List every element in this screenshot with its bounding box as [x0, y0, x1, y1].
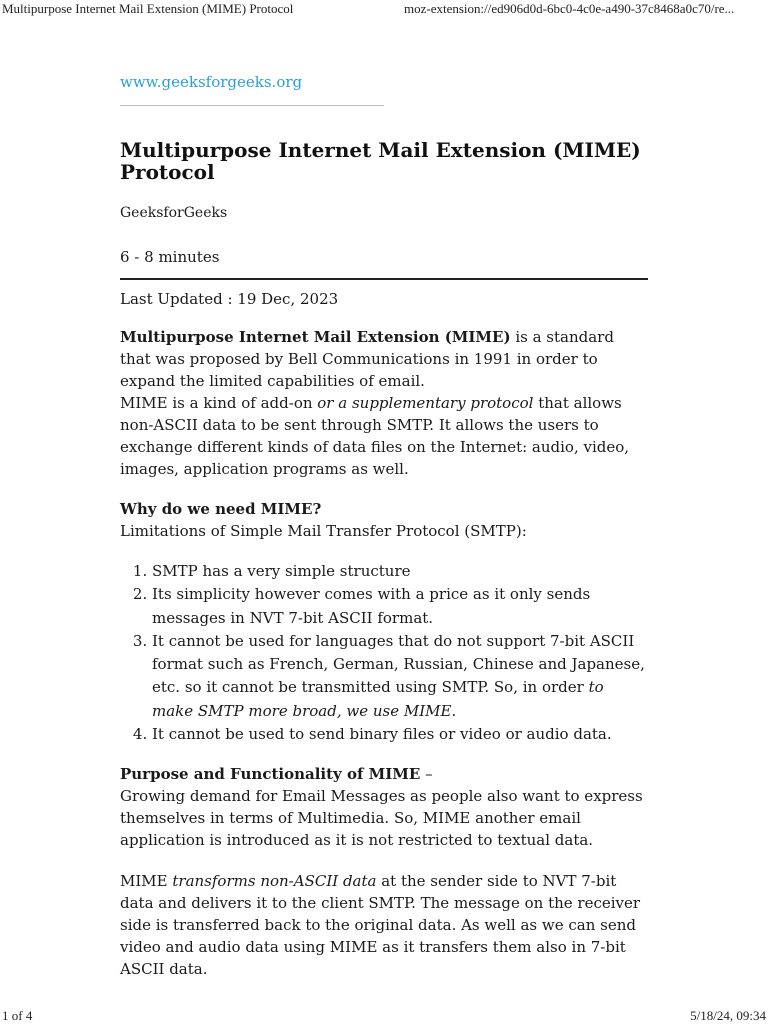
intro2-text-a: MIME is a kind of add-on	[120, 394, 318, 412]
article	[120, 70, 648, 980]
print-header-url: moz-extension://ed906d0d-6bc0-4c0e-a490-37c8468a0c70/re...	[404, 1, 735, 16]
meta-divider	[120, 278, 648, 280]
print-header	[0, 0, 768, 18]
intro-bold: Multipurpose Internet Mail Extension (MIME)	[120, 328, 511, 346]
print-header-title: Multipurpose Internet Mail Extension (MIME) Protocol	[2, 1, 294, 16]
article-body	[120, 326, 648, 980]
why-text: Limitations of Simple Mail Transfer Protocol (SMTP):	[120, 522, 527, 540]
site-divider	[120, 105, 384, 106]
transform-text-a: MIME	[120, 872, 173, 891]
purpose-heading-dash: –	[420, 765, 433, 784]
read-time: 6 - 8 minutes	[120, 248, 220, 266]
purpose-paragraph: Growing demand for Email Messages as people also want to express themselves in terms of Multimedia. So, MIME another email application is introduced as it is not restricted to textual data.	[120, 787, 643, 850]
article-title: Multipurpose Internet Mail Extension (MIME) Protocol	[120, 138, 641, 184]
list-item: 4. It cannot be used to send binary files or video or audio data.	[152, 723, 648, 746]
list-item: 2. Its simplicity however comes with a price as it only sends messages in NVT 7-bit ASCII format.	[152, 583, 648, 630]
list-item	[152, 630, 648, 723]
why-heading	[120, 498, 648, 520]
purpose-heading	[120, 763, 648, 785]
transform-paragraph	[120, 870, 648, 980]
site-link[interactable]: www.geeksforgeeks.org	[120, 73, 303, 91]
purpose-heading-text: Purpose and Functionality of MIME	[120, 765, 421, 784]
list-item: 1. SMTP has a very simple structure	[152, 560, 648, 583]
last-updated: Last Updated : 19 Dec, 2023	[120, 290, 339, 308]
list-item-italic: to make SMTP more broad, we use MIME	[152, 678, 604, 720]
intro-paragraph	[120, 326, 648, 392]
limitations-list	[120, 560, 648, 746]
intro-text: is a standard that was proposed by Bell Communications in 1991 in order to expand the limited capabilities of email.	[120, 328, 614, 390]
list-item-text: It cannot be used for languages that do not support 7-bit ASCII format such as French, German, Russian, Chinese and Japanese, etc. so it cannot be transmitted using SMTP. So, in order	[152, 631, 645, 697]
transform-text-b: at the sender side to NVT 7-bit data and delivers it to the client SMTP. The message on the receiver side is transferred back to the original data. As well as we can send video and audio data using MIME as it transfers them also in 7-bit ASCII data.	[120, 872, 641, 979]
transform-italic: transforms non-ASCII data	[172, 872, 377, 891]
list-item-end: .	[451, 701, 457, 720]
page-number: 1 of 4	[2, 1008, 33, 1023]
intro-paragraph-2	[120, 392, 648, 480]
intro2-text-b: that allows non-ASCII data to be sent through SMTP. It allows the users to exchange different kinds of data files on the Internet: audio, video, images, application programs as well.	[120, 394, 630, 478]
intro2-italic: or a supplementary protocol	[317, 394, 534, 412]
why-heading-text: Why do we need MIME?	[120, 500, 322, 518]
article-author: GeeksforGeeks	[120, 205, 228, 221]
print-datetime: 5/18/24, 09:34	[690, 1008, 766, 1023]
print-footer	[0, 1006, 768, 1024]
